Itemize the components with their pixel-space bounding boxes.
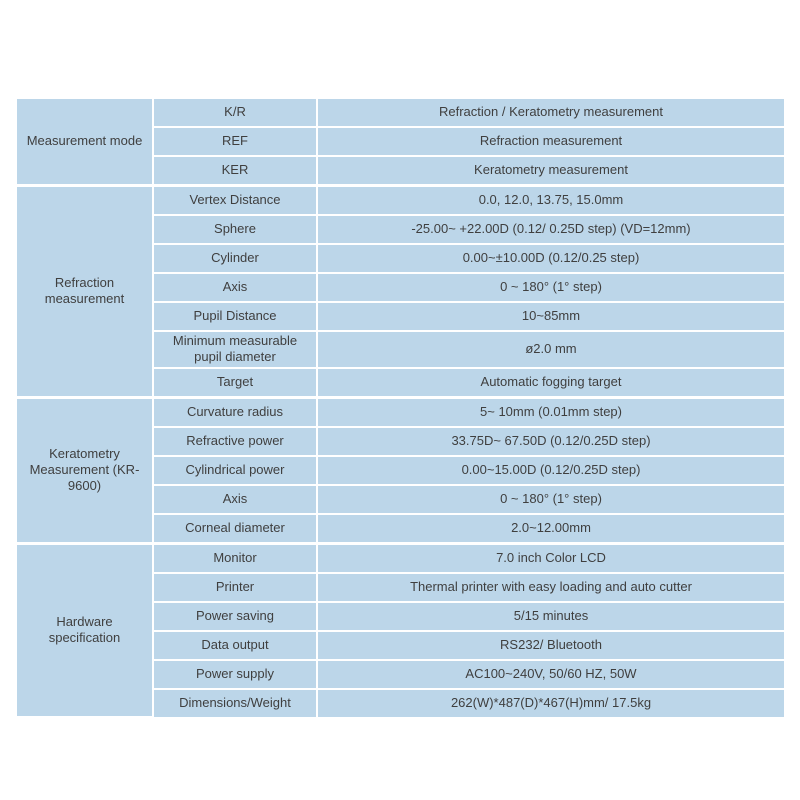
value-cell: 0 ~ 180° (1° step) bbox=[317, 485, 784, 514]
param-cell: Refractive power bbox=[153, 427, 317, 456]
category-cell-hardware-specification: Hardware specification bbox=[17, 543, 153, 717]
param-cell: Minimum measurable pupil diameter bbox=[153, 331, 317, 368]
param-cell: Corneal diameter bbox=[153, 514, 317, 544]
param-cell: REF bbox=[153, 127, 317, 156]
param-cell: Cylindrical power bbox=[153, 456, 317, 485]
param-cell: K/R bbox=[153, 99, 317, 127]
value-cell: Thermal printer with easy loading and auto cutter bbox=[317, 573, 784, 602]
value-cell: 7.0 inch Color LCD bbox=[317, 543, 784, 573]
value-cell: 0.00~±10.00D (0.12/0.25 step) bbox=[317, 244, 784, 273]
value-cell: Keratometry measurement bbox=[317, 156, 784, 186]
value-cell: 10~85mm bbox=[317, 302, 784, 331]
value-cell: 33.75D~ 67.50D (0.12/0.25D step) bbox=[317, 427, 784, 456]
spec-table bbox=[17, 99, 784, 718]
value-cell: ø2.0 mm bbox=[317, 331, 784, 368]
value-cell: 2.0~12.00mm bbox=[317, 514, 784, 544]
table-row bbox=[17, 397, 784, 427]
value-cell: RS232/ Bluetooth bbox=[317, 631, 784, 660]
value-cell: Automatic fogging target bbox=[317, 368, 784, 398]
param-cell: Target bbox=[153, 368, 317, 398]
param-cell: Cylinder bbox=[153, 244, 317, 273]
param-cell: Printer bbox=[153, 573, 317, 602]
value-cell: 0.0, 12.0, 13.75, 15.0mm bbox=[317, 186, 784, 216]
param-cell: Dimensions/Weight bbox=[153, 689, 317, 717]
param-cell: Vertex Distance bbox=[153, 186, 317, 216]
param-cell: Monitor bbox=[153, 543, 317, 573]
value-cell: 262(W)*487(D)*467(H)mm/ 17.5kg bbox=[317, 689, 784, 717]
category-cell-measurement-mode: Measurement mode bbox=[17, 99, 153, 186]
value-cell: 5/15 minutes bbox=[317, 602, 784, 631]
table-row bbox=[17, 186, 784, 216]
value-cell: 5~ 10mm (0.01mm step) bbox=[317, 397, 784, 427]
param-cell: KER bbox=[153, 156, 317, 186]
value-cell: Refraction / Keratometry measurement bbox=[317, 99, 784, 127]
table-row bbox=[17, 99, 784, 127]
category-cell-keratometry-measurement: Keratometry Measurement (KR-9600) bbox=[17, 397, 153, 543]
param-cell: Pupil Distance bbox=[153, 302, 317, 331]
param-cell: Power supply bbox=[153, 660, 317, 689]
param-cell: Sphere bbox=[153, 215, 317, 244]
param-cell: Data output bbox=[153, 631, 317, 660]
param-cell: Axis bbox=[153, 273, 317, 302]
value-cell: AC100~240V, 50/60 HZ, 50W bbox=[317, 660, 784, 689]
value-cell: 0 ~ 180° (1° step) bbox=[317, 273, 784, 302]
value-cell: 0.00~15.00D (0.12/0.25D step) bbox=[317, 456, 784, 485]
category-cell-refraction-measurement: Refraction measurement bbox=[17, 186, 153, 398]
param-cell: Power saving bbox=[153, 602, 317, 631]
value-cell: -25.00~ +22.00D (0.12/ 0.25D step) (VD=12mm) bbox=[317, 215, 784, 244]
value-cell: Refraction measurement bbox=[317, 127, 784, 156]
table-row bbox=[17, 543, 784, 573]
param-cell: Curvature radius bbox=[153, 397, 317, 427]
param-cell: Axis bbox=[153, 485, 317, 514]
